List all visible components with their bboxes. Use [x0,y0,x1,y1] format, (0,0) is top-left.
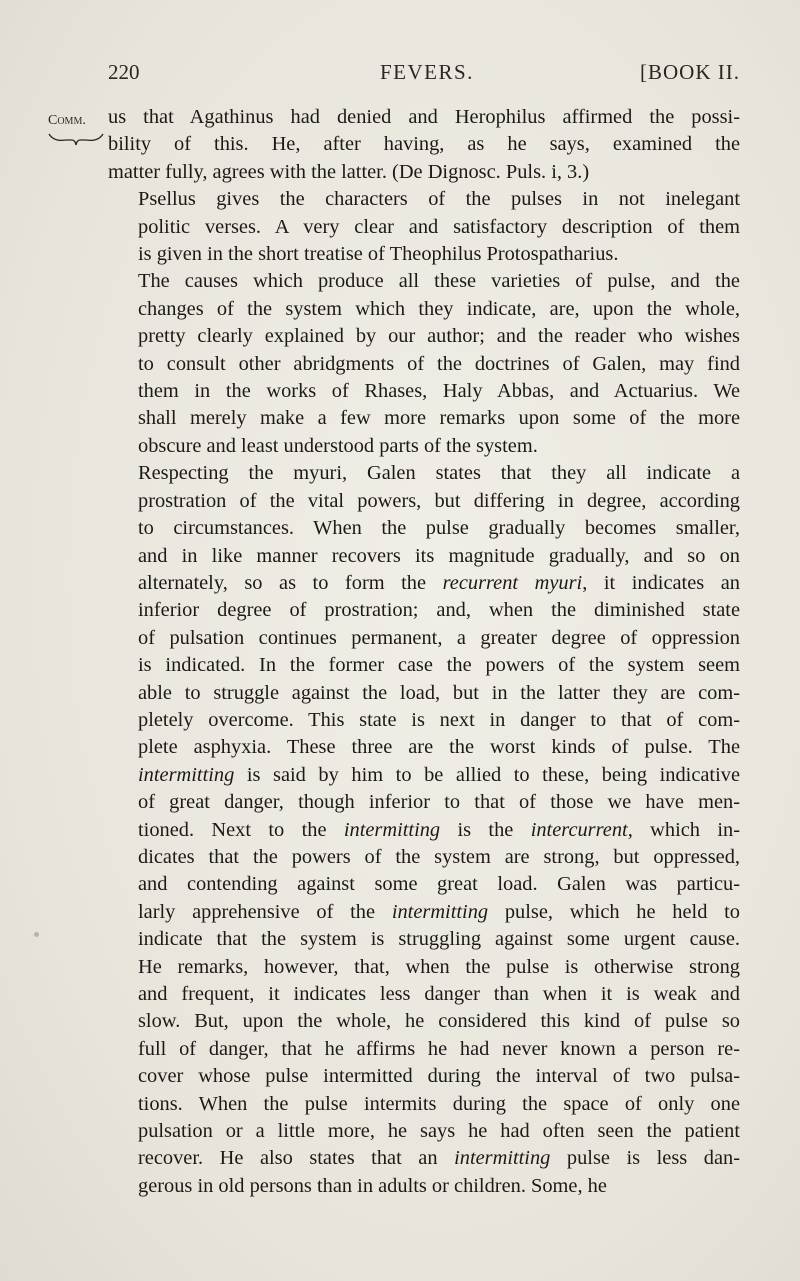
paragraph [108,186,740,268]
text-line: is indicated. In the former case the powers of the system seem [138,654,740,677]
text-line: them in the works of Rhases, Haly Abbas, and Actuarius. We [138,380,740,403]
text-line: pulsation or a little more, he says he had often seen the patient [138,1120,740,1143]
text-line: recover. He also states that an intermitting pulse is less dan- [138,1147,740,1170]
page-smudge [34,932,39,937]
text-line: Psellus gives the characters of the pulses in not inelegant [138,188,740,211]
paragraph [108,460,740,1200]
running-header [108,60,740,90]
text-line: Respecting the myuri, Galen states that they all indicate a [138,462,740,485]
margin-note: Comm. [48,113,86,128]
text-line: He remarks, however, that, when the pulse is otherwise strong [138,955,740,978]
text-line: indicate that the system is struggling against some urgent cause. [138,928,740,951]
italic-term: intercurrent [530,818,628,841]
text-line: and in like manner recovers its magnitude gradually, and so on [138,544,740,567]
text-line: tioned. Next to the intermitting is the intercurrent, which in- [138,818,740,841]
text-line: to circumstances. When the pulse gradually becomes smaller, [138,517,740,540]
text-line: changes of the system which they indicate, are, upon the whole, [138,297,740,320]
text-line: slow. But, upon the whole, he considered this kind of pulse so [138,1010,740,1033]
text-line: inferior degree of prostration; and, when the diminished state [138,599,740,622]
text-line: full of danger, that he affirms he had never known a person re- [138,1037,740,1060]
text-line: pletely overcome. This state is next in danger to that of com- [138,708,740,731]
italic-term: intermitting [454,1147,551,1170]
book-reference: [BOOK II. [640,60,740,84]
text-line: of great danger, though inferior to that of those we have men- [138,791,740,814]
paragraph [108,268,740,460]
text-line: bility of this. He, after having, as he says, examined the [108,133,740,156]
text-line: obscure and least understood parts of the system. [138,434,538,457]
text-line: larly apprehensive of the intermitting pulse, which he held to [138,900,741,923]
paragraph [108,104,740,186]
text-line: dicates that the powers of the system are strong, but oppressed, [138,845,740,868]
body-text [108,104,740,1200]
text-line: us that Agathinus had denied and Herophilus affirmed the possi- [108,106,740,128]
italic-term: intermitting [343,818,441,841]
page-number: 220 [108,60,140,84]
running-title: FEVERS. [380,60,474,84]
text-line: plete asphyxia. These three are the worst kinds of pulse. The [138,736,740,759]
text-line: is given in the short treatise of Theophilus Protospatharius. [138,243,619,266]
text-line: to consult other abridgments of the doctrines of Galen, may find [138,352,740,375]
italic-term: intermitting [391,900,489,923]
italic-term: intermitting [138,763,235,786]
text-line: prostration of the vital powers, but differing in degree, according [138,489,740,512]
text-line: intermitting is said by him to be allied to these, being indicative [138,763,740,786]
text-line: The causes which produce all these varieties of pulse, and the [138,270,740,293]
text-line: tions. When the pulse intermits during the space of only one [138,1092,740,1115]
text-line: matter fully, agrees with the latter. (De Dignosc. Puls. i, 3.) [108,160,590,183]
text-line: shall merely make a few more remarks upon some of the more [138,407,740,430]
text-line: able to struggle against the load, but in the latter they are com- [138,681,740,704]
text-line: alternately, so as to form the recurrent myuri, it indicates an [138,571,740,594]
text-line: gerous in old persons than in adults or children. Some, he [138,1174,607,1197]
margin-brace-icon [48,130,104,150]
italic-term: recurrent myuri [442,571,583,594]
text-line: cover whose pulse intermitted during the interval of two pulsa- [138,1065,740,1088]
text-line: and frequent, it indicates less danger than when it is weak and [138,983,740,1005]
text-line: and contending against some great load. Galen was particu- [138,873,740,896]
text-line: politic verses. A very clear and satisfactory description of them [138,215,740,238]
text-line: pretty clearly explained by our author; and the reader who wishes [138,325,740,348]
text-line: of pulsation continues permanent, a greater degree of oppression [138,626,740,649]
